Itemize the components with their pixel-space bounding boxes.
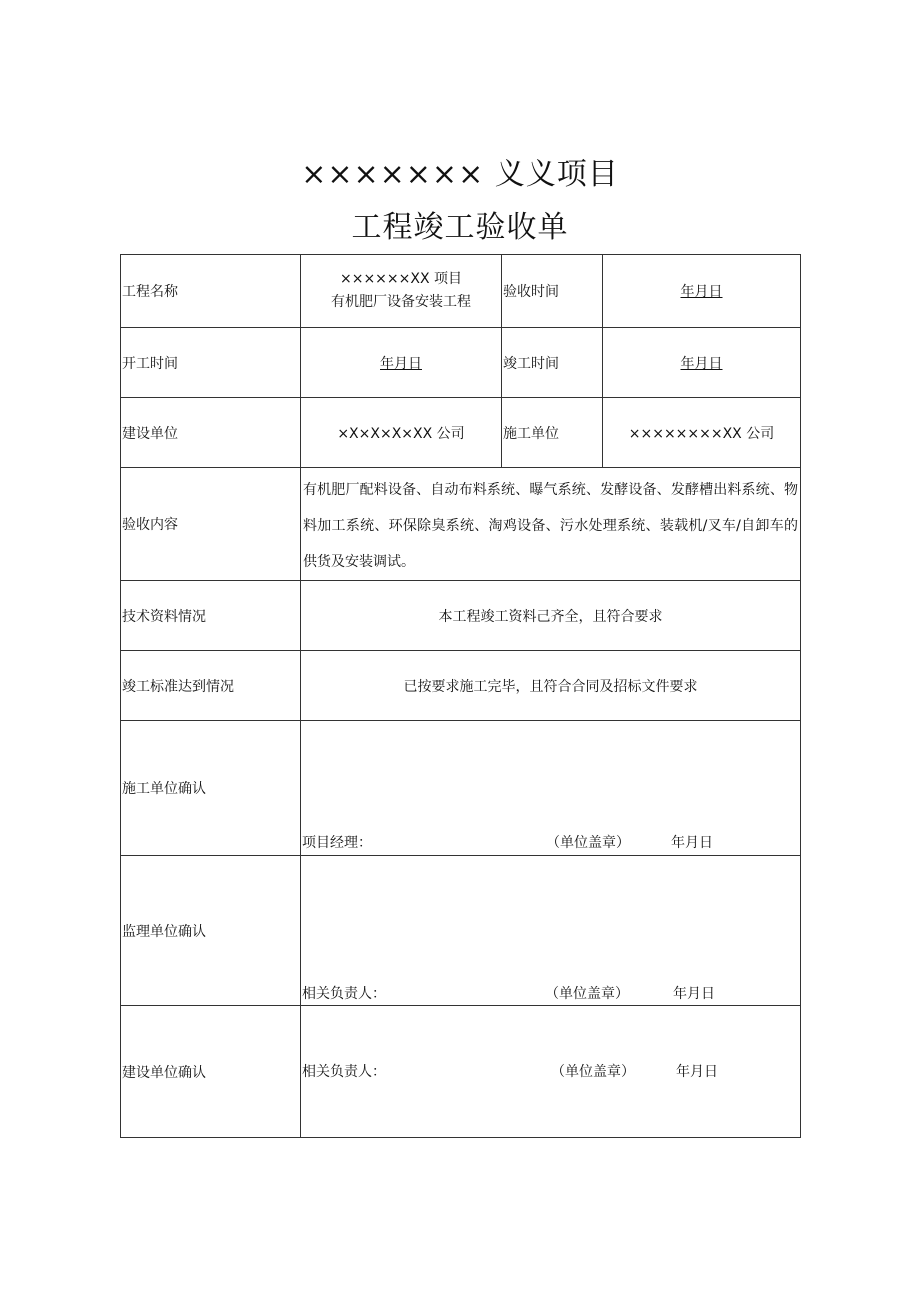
value-owner-unit: ×X×X×X×XX 公司 <box>301 398 502 468</box>
row-acceptance-content <box>121 468 801 581</box>
row-units <box>121 398 801 468</box>
value-technical-documents: 本工程竣工资料己齐全，且符合要求 <box>301 581 801 651</box>
row-start-time <box>121 328 801 398</box>
supervisor-date-label: 年月日 <box>673 986 715 1002</box>
owner-date-label: 年月日 <box>676 1064 718 1080</box>
value-project-name <box>301 255 502 328</box>
label-owner-confirmation: 建设单位确认 <box>121 1006 301 1138</box>
owner-responsible-label: 相关负责人： <box>302 1064 386 1080</box>
owner-seal-label: （单位盖章） <box>551 1064 635 1080</box>
row-contractor-confirmation <box>121 721 801 856</box>
label-completion-standard: 竣工标准达到情况 <box>121 651 301 721</box>
value-completion-time: 年月日 <box>680 355 723 372</box>
acceptance-form-table <box>120 254 801 1138</box>
row-completion-standard <box>121 651 801 721</box>
label-acceptance-content: 验收内容 <box>121 468 301 581</box>
contractor-confirmation-area <box>301 721 801 856</box>
document-title-line2: 工程竣工验收单 <box>351 210 569 245</box>
label-technical-documents: 技术资料情况 <box>121 581 301 651</box>
value-contractor-unit: ××××××××XX 公司 <box>603 398 801 468</box>
value-acceptance-time-cell <box>603 255 801 328</box>
supervisor-responsible-label: 相关负责人： <box>302 986 386 1002</box>
supervisor-confirmation-area <box>301 856 801 1006</box>
label-acceptance-time: 验收时间 <box>502 255 603 328</box>
contractor-seal-label: （单位盖章） <box>546 835 630 851</box>
owner-signature-line <box>302 1062 800 1082</box>
label-project-name: 工程名称 <box>121 255 301 328</box>
value-completion-standard: 已按要求施工完毕，且符合合同及招标文件要求 <box>301 651 801 721</box>
label-contractor-confirmation: 施工单位确认 <box>121 721 301 856</box>
document-title-line1: ××××××× 义义项目 <box>301 157 619 192</box>
value-start-time-cell <box>301 328 502 398</box>
supervisor-signature-line <box>302 984 800 1004</box>
label-start-time: 开工时间 <box>121 328 301 398</box>
row-supervisor-confirmation <box>121 856 801 1006</box>
value-completion-time-cell <box>603 328 801 398</box>
value-start-time: 年月日 <box>380 355 422 372</box>
row-owner-confirmation <box>121 1006 801 1138</box>
contractor-date-label: 年月日 <box>671 835 713 851</box>
label-supervisor-confirmation: 监理单位确认 <box>121 856 301 1006</box>
row-project-name <box>121 255 801 328</box>
project-name-line1: ××××××XX 项目 <box>339 271 462 287</box>
label-completion-time: 竣工时间 <box>502 328 603 398</box>
value-acceptance-time: 年月日 <box>680 284 723 300</box>
supervisor-seal-label: （单位盖章） <box>545 986 629 1002</box>
project-name-line2: 有机肥厂设备安装工程 <box>331 294 471 310</box>
owner-confirmation-area <box>301 1006 801 1138</box>
contractor-project-manager-label: 项目经理： <box>302 835 372 851</box>
value-acceptance-content: 有机肥厂配料设备、自动布料系统、曝气系统、发酵设备、发酵槽出料系统、物料加工系统、环保除臭系统、淘鸡设备、污水处理系统、装载机/叉车/自卸车的供货及安装调试。 <box>301 468 801 581</box>
row-technical-documents <box>121 581 801 651</box>
label-contractor-unit: 施工单位 <box>502 398 603 468</box>
contractor-signature-line <box>302 833 800 853</box>
label-owner-unit: 建设单位 <box>121 398 301 468</box>
